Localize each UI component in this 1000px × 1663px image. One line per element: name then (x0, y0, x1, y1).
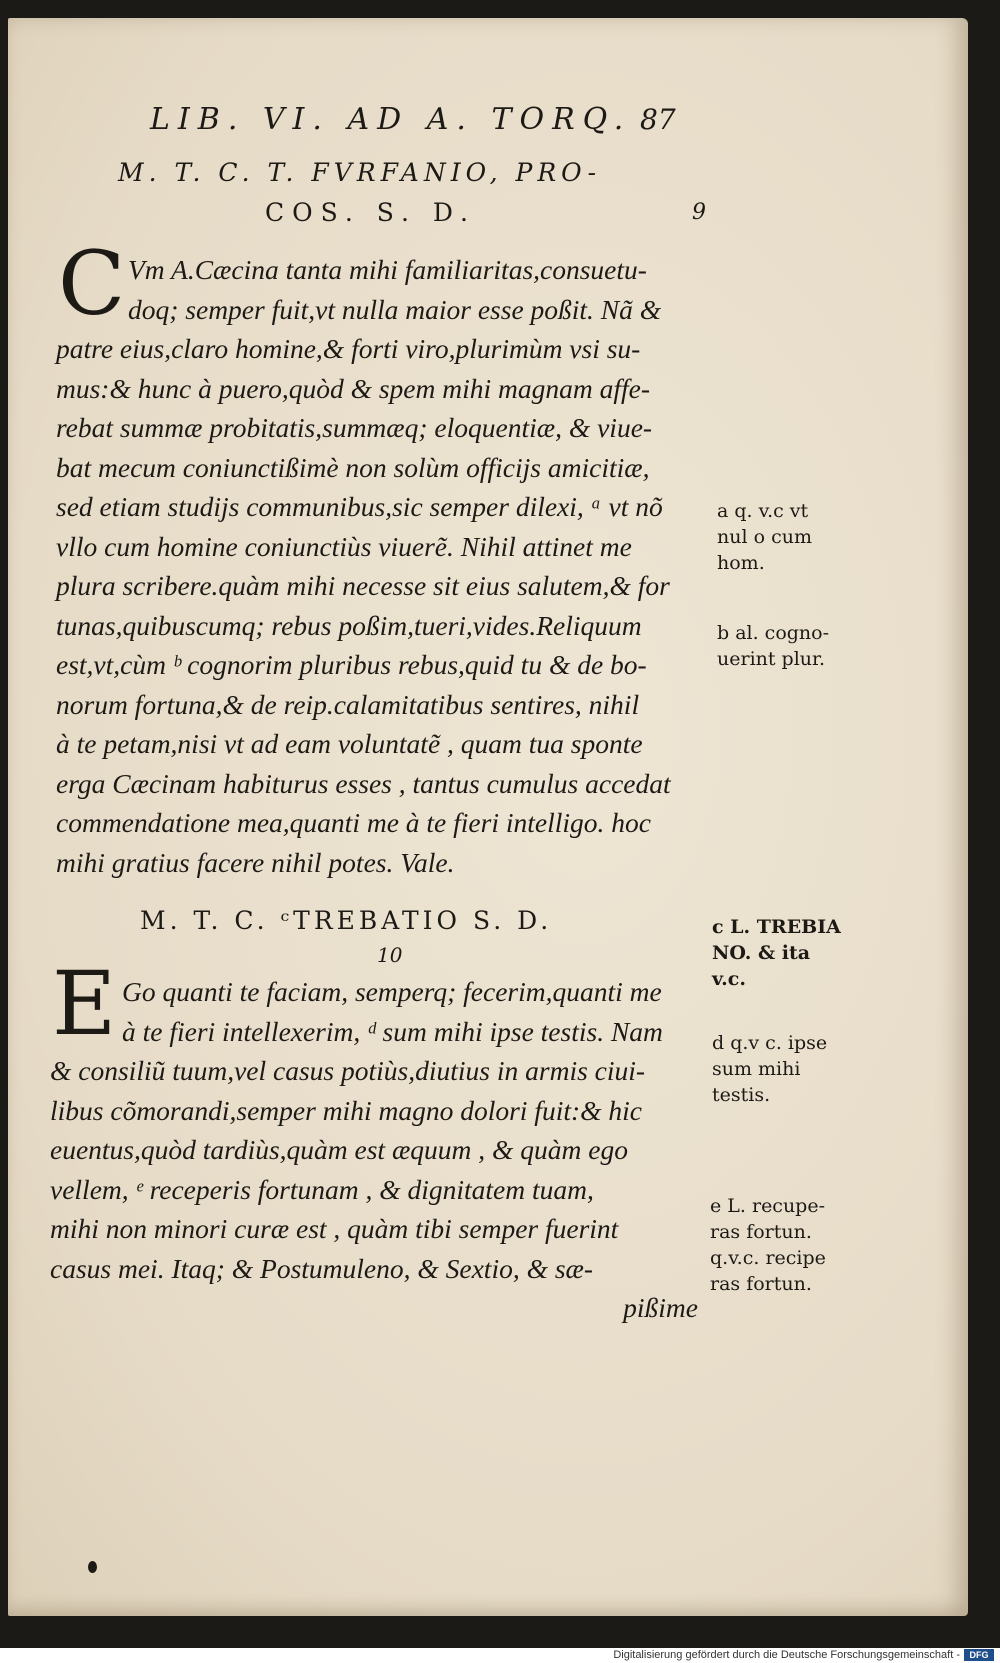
marginal-note-d (712, 1030, 827, 1108)
text-line: mihi non minori curæ est , quàm tibi semper fuerint (50, 1213, 619, 1244)
marginal-note-line: a q. v.c vt (717, 500, 809, 522)
marginal-note-a (717, 498, 812, 576)
catchword: pißime (623, 1292, 698, 1323)
marginal-note-line: ras fortun. (710, 1273, 812, 1295)
digitization-footer (0, 1648, 1000, 1663)
marginal-note-line: sum mihi (712, 1058, 801, 1080)
marginal-note-e (710, 1193, 826, 1297)
letter1-dropcap: C (58, 232, 126, 335)
text-line: vellem, ᵉ receperis fortunam , & dignitatem tuam, (50, 1173, 594, 1205)
text-line: euentus,quòd tardiùs,quàm est æquum , & quàm ego (50, 1134, 628, 1165)
letter1-heading-line1: M. T. C. T. FVRFANIO, PRO- (118, 158, 602, 187)
page-number: 87 (640, 103, 676, 136)
text-line: Go quanti te faciam, semperq; fecerim,quanti me (122, 976, 662, 1007)
marginal-note-line: b al. cogno- (717, 622, 830, 644)
letter1-number: 9 (692, 200, 706, 225)
text-line: norum fortuna,& de reip.calamitatibus sentires, nihil (56, 688, 640, 720)
marginal-note-line: uerint plur. (717, 648, 826, 670)
letter2-dropcap: E (52, 952, 117, 1055)
letter2-number: 10 (377, 943, 403, 967)
marginal-note-b (717, 620, 829, 672)
text-line: est,vt,cùm ᵇ cognorim pluribus rebus,quid tu & de bo- (56, 649, 647, 680)
text-line: casus mei. Itaq; & Postumuleno, & Sextio, & sæ- (50, 1252, 594, 1284)
text-line: patre eius,claro homine,& forti viro,plurimùm vsi su- (56, 333, 641, 364)
text-line: mus:& hunc à puero,quòd & spem mihi magnam affe- (56, 372, 650, 404)
marginal-note-line: NO. & ita (712, 942, 811, 964)
text-line: tunas,quibuscumq; rebus poßim,tueri,vides.Reliquum (56, 609, 642, 641)
text-line: libus cõmorandi,semper mihi magno dolori fuit:& hic (50, 1094, 642, 1126)
marginal-note-line: e L. recupe- (710, 1195, 826, 1217)
dfg-logo: DFG (964, 1649, 994, 1661)
letter1-heading-line2: COS. S. D. (265, 198, 476, 227)
marginal-note-line: ras fortun. (710, 1221, 812, 1243)
marginal-note-line: q.v.c. recipe (710, 1247, 826, 1269)
text-line: rebat summæ probitatis,summæq; eloquentiæ, & viue- (56, 412, 653, 443)
text-line: sed etiam studijs communibus,sic semper dilexi, ᵃ vt nõ (56, 491, 663, 522)
text-line: mihi gratius facere nihil potes. Vale. (56, 846, 455, 878)
marginal-note-line: testis. (712, 1084, 771, 1106)
text-line: doq; semper fuit,vt nulla maior esse poßit. Nã & (128, 293, 662, 325)
text-line: bat mecum coniunctißimè non solùm officijs amicitiæ, (56, 451, 650, 483)
text-line: vllo cum homine coniunctiùs viuerẽ. Nihil attinet me (56, 530, 632, 562)
text-line: à te fieri intellexerim, ᵈ sum mihi ipse testis. Nam (122, 1015, 663, 1047)
letter1-body (56, 250, 706, 882)
text-line: & consiliũ tuum,vel casus potiùs,diutius in armis ciui- (50, 1055, 646, 1086)
funding-credit: Digitalisierung gefördert durch die Deutsche Forschungsgemeinschaft - (613, 1649, 960, 1661)
text-line: Vm A.Cæcina tanta mihi familiaritas,consuetu- (128, 254, 647, 285)
text-line: erga Cæcinam habiturus esses , tantus cumulus accedat (56, 767, 671, 799)
letter2-body (50, 972, 700, 1328)
text-line: commendatione mea,quanti me à te fieri intelligo. hoc (56, 807, 651, 838)
marginal-note-line: v.c. (712, 968, 746, 990)
running-head: LIB. VI. AD A. TORQ. (150, 102, 632, 137)
marginal-note-line: nul o cum (717, 526, 812, 548)
marginal-note-line: d q.v c. ipse (712, 1032, 828, 1054)
text-line: à te petam,nisi vt ad eam voluntatẽ , quam tua sponte (56, 728, 643, 759)
marginal-note-c (712, 914, 841, 992)
marginal-note-line: c L. TREBIA (712, 916, 841, 938)
text-line: plura scribere.quàm mihi necesse sit eius salutem,& for (56, 570, 670, 601)
letter2-heading: M. T. C. ᶜTREBATIO S. D. (140, 906, 553, 935)
ink-spot (88, 1561, 97, 1573)
marginal-note-line: hom. (717, 552, 765, 574)
